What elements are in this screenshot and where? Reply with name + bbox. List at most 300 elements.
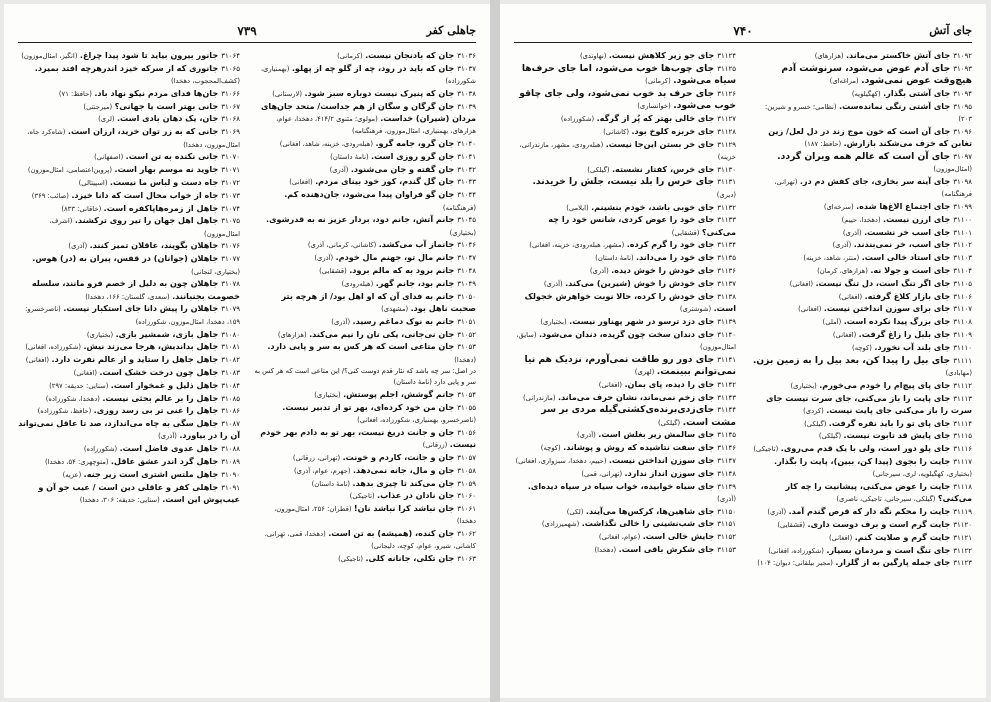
source-citation: (دهخدا، قمی، تهرانی، کاشانی، شیرو، عوام، کوچه، دلیجانی) (264, 530, 476, 551)
proverb-text: جاهلان چون به دلیل از خصم فرو مانند، سلسله خصومت بجنبانند. (31, 278, 240, 301)
source-citation: (تاجیکی) (349, 492, 375, 501)
source-citation: (مراغه‌ای) (829, 77, 859, 86)
proverb-text: جای آشتی رنگی نمانده‌ست. (839, 100, 951, 111)
proverb-text: جای پایش قد تابوت نیست. (843, 430, 951, 441)
entry-number: ۳۱۱۲۳ (953, 559, 972, 568)
proverb-entry (750, 239, 972, 251)
proverb-entry (514, 429, 736, 441)
entry-number: ۳۱۱۴۶ (717, 444, 736, 453)
proverb-text: جان که بادنجان نیست. (365, 50, 455, 60)
proverb-text: جانم مال تو، جهنم مال خودم. (335, 252, 455, 263)
proverb-entry (750, 506, 972, 518)
proverb-text: جان گو فراوان پیدا می‌شود، جان‌دهنده کم. (284, 189, 455, 200)
continuation-text: در اصل: سر چه باشد که نثار قدم دوست کنی؟/ این متاعی است که هر کس به سر و پایی دارد (254, 367, 476, 387)
entry-number: ۳۱۰۹۹ (953, 203, 972, 212)
proverb-entry (514, 404, 736, 429)
proverb-entry (750, 519, 972, 531)
source-citation: (تاجیکی) (338, 555, 364, 564)
source-citation: (بختیاری) (86, 330, 114, 339)
entry-number: ۳۱۰۴۵ (457, 216, 476, 225)
proverb-text: جان نباشد کرا نباشد نان! (353, 503, 455, 514)
source-citation: (بهمنیاری، شکورزاده) (260, 64, 476, 86)
source-citation: (شکورزاده) (83, 445, 118, 454)
columns (514, 50, 972, 692)
source-citation: (شاه‌کرد جاه، امثال‌موزون، دهخدا) (27, 128, 240, 149)
entry-number: ۳۱۰۳۸ (457, 89, 476, 98)
entry-number: ۳۱۰۷۲ (221, 178, 240, 187)
proverb-text: جای استاد خالی است. (861, 252, 951, 263)
entry-number: ۳۱۰۷۱ (221, 166, 240, 175)
proverb-entry (514, 291, 736, 316)
proverb-entry (750, 456, 972, 481)
column-right (750, 50, 972, 692)
proverb-entry (514, 481, 736, 506)
proverb-text: جایت گرم است و برف دوست داری. (807, 518, 951, 529)
entry-number: ۳۱۰۹۶ (953, 127, 972, 136)
source-citation: (خاقانی: ۸۳۳) (61, 204, 102, 213)
proverb-entry (514, 506, 736, 518)
source-citation: (اشرف، امثال‌موزون) (49, 217, 240, 238)
proverb-entry (254, 214, 476, 239)
entry-number: ۳۱۰۵۸ (457, 466, 476, 475)
source-citation: (بختیاری) (314, 390, 341, 399)
proverb-entry (18, 278, 240, 303)
column-left (18, 50, 240, 692)
source-citation: (اصفهانی) (94, 153, 124, 162)
proverb-text: جای است و جولا نه. (870, 265, 951, 276)
proverb-entry (514, 379, 736, 391)
entry-number: ۳۱۱۱۵ (953, 432, 972, 441)
proverb-text: جانم بود، جانم گهر. (375, 277, 455, 288)
entry-number: ۳۱۰۶۹ (221, 128, 240, 137)
source-citation: (افغانی) (832, 331, 857, 340)
proverb-text: جاهل ملتس اشتری است زیر جنه. (83, 468, 219, 479)
proverb-text: جاهلی کفر و عاقلی دین است / عیب جو آن و عیب‌پوش این است. (38, 481, 240, 504)
entry-number: ۳۱۱۵۰ (717, 507, 736, 516)
proverb-text: جایت را عوض می‌کنی، پیشانیت را چه کار می‌کنی؟ (785, 481, 972, 504)
proverb-entry (254, 528, 476, 553)
source-citation: (شکورزاده، افغانی) (25, 343, 82, 352)
entry-number: ۳۱۰۴۷ (457, 254, 476, 263)
source-citation: (تاجیکی) (753, 445, 779, 454)
proverb-text: جاهل سگی به چاه می‌اندازد، صد تا عاقل نمی‌تواند آن را در بیاورد. (18, 418, 240, 441)
proverb-text: جای خود را عوض کردی، شانس خود را چه می‌کنی؟ (548, 214, 736, 237)
proverb-text: جان گل گندم، کور خود بینای مردم. (315, 176, 455, 187)
proverb-text: جای دندان سخت چون گزیده، دندان می‌شود. (538, 328, 715, 339)
proverb-text: جای برای سوزن انداختن نیست. (823, 303, 951, 314)
proverb-entry (254, 389, 476, 401)
proverb-entry (514, 252, 736, 264)
entry-number: ۳۱۱۵۱ (717, 520, 736, 529)
entry-number: ۳۱۱۱۰ (953, 343, 972, 352)
proverb-entry (514, 176, 736, 201)
proverb-entry (254, 164, 476, 176)
source-citation: (هزارهای، کرمان) (817, 267, 868, 276)
source-citation: (دهخدا، حییم) (841, 215, 881, 224)
entry-number: ۳۱۰۸۸ (221, 445, 240, 454)
proverb-text: جای خود را گرم کرده. (626, 239, 715, 250)
proverb-entry (18, 341, 240, 353)
proverb-text: جای آینه سر بخاری، جای کفش دم در. (799, 175, 951, 186)
entry-number: ۳۱۰۵۴ (457, 390, 476, 399)
source-citation: (قشقایی) (319, 267, 347, 276)
entry-number: ۳۱۱۴۰ (717, 330, 736, 339)
proverb-text: جان گفته و جان می‌شنود. (350, 163, 455, 174)
proverb-text: جاهل را غنی تر بی رسد روزی. (93, 405, 219, 416)
proverb-entry (514, 214, 736, 239)
proverb-entry (750, 316, 972, 328)
proverb-text: جای خوبی باشد، خودم بنشینم. (591, 201, 715, 212)
proverb-entry (514, 202, 736, 214)
proverb-entry (18, 303, 240, 328)
proverb-entry (750, 481, 972, 506)
proverb-entry (18, 240, 240, 252)
proverb-entry (254, 316, 476, 328)
proverb-entry (18, 215, 240, 240)
entry-number: ۳۱۱۳۲ (717, 203, 736, 212)
entry-number: ۳۱۰۳۶ (457, 52, 476, 60)
proverb-entry (750, 443, 972, 455)
proverb-text: جای خودش را کرده، حالا نوبت خواهرش خجولک است. (524, 290, 736, 313)
entry-number: ۳۱۰۹۵ (953, 102, 972, 111)
proverb-text: جای خرس را بلد نیست، جلش را خریدند. (532, 176, 715, 188)
proverb-entry (750, 342, 972, 354)
source-citation: (امثال‌موزون) (933, 165, 972, 174)
entry-number: ۳۱۰۵۰ (457, 292, 476, 301)
entry-number: ۳۱۰۵۹ (457, 479, 476, 488)
source-citation: (انگیز، امثال‌موزون) (21, 52, 78, 60)
columns (18, 50, 476, 692)
source-citation: (بختیاری، لنجانی) (191, 267, 240, 276)
proverb-entry (750, 265, 972, 277)
source-citation: (نامهٔ داستان) (393, 378, 432, 387)
source-citation: (هزارهای) (277, 330, 307, 339)
source-citation: (افغانی) (789, 279, 814, 288)
entry-number: ۳۱۰۷۶ (221, 242, 240, 251)
entry-number: ۳۱۱۰۴ (953, 267, 972, 276)
entry-number: ۳۱۱۴۹ (717, 482, 736, 491)
source-citation: (آذری) (832, 241, 852, 250)
proverb-entry (514, 455, 736, 467)
proverb-text: جانی بهتر است یا جهانی؟ (114, 100, 219, 111)
proverb-text: جایت گرم و صلایت کنم. (854, 531, 951, 542)
proverb-text: جای چوب‌ها خوب می‌شود، اما جای حرف‌ها سیاه می‌شود. (521, 62, 736, 87)
proverb-entry (18, 190, 240, 202)
entry-number: ۳۱۰۷۳ (221, 191, 240, 200)
proverb-entry (254, 50, 476, 62)
proverb-text: جای آشتی بگذار. (883, 87, 951, 98)
entry-number: ۳۱۰۹۸ (953, 177, 972, 186)
proverb-entry (18, 418, 240, 443)
source-citation: (گیلکی) (804, 419, 827, 428)
entry-number: ۳۱۱۰۶ (953, 292, 972, 301)
source-citation: (مازندرانی) (523, 393, 556, 402)
proverb-entry (18, 456, 240, 468)
proverb-entry (750, 88, 972, 100)
proverb-text: جای سالمش زیر بغلش است. (598, 429, 715, 440)
source-citation: (حافظ: ۷۱) (58, 89, 92, 98)
proverb-text: جای خالی بهتر که پُر از گرگه. (596, 112, 715, 123)
entry-number: ۳۱۱۰۸ (953, 318, 972, 327)
proverb-entry (750, 50, 972, 62)
proverb-entry (18, 380, 240, 392)
entry-number: ۳۱۰۵۷ (457, 453, 476, 462)
page-number: ۷۴۰ (733, 24, 753, 38)
proverb-text: جانماز آب می‌کشد. (378, 239, 455, 250)
proverb-text: جای اسب، خر نمی‌بندند. (853, 239, 951, 250)
entry-number: ۳۱۱۳۵ (717, 254, 736, 263)
source-citation: (قطران: ۲۵۶، امثال‌موزون، دهخدا) (274, 505, 476, 526)
source-citation: (هبله‌رودی، مشهر، مازندرانی، خزینه) (519, 140, 736, 161)
proverb-text: جای ارزن نیست. (883, 213, 951, 224)
proverb-text: جانم گوشش، اجلم پوستش. (343, 388, 455, 399)
entry-number: ۳۱۱۴۳ (717, 393, 736, 402)
source-citation: (هبله‌رودی) (341, 279, 374, 288)
proverb-entry (254, 503, 476, 528)
source-citation: (مجیر بیلقانی: دیوان: ۱۰۴) (757, 559, 833, 568)
source-citation: (جهرم، عوام، آذری) (294, 466, 351, 475)
proverb-text: جای سیاه خوابیده، خواب سیاه در سیاه دیده‌ای. (527, 480, 715, 491)
source-citation: (آذری) (543, 279, 563, 288)
entry-number: ۳۱۱۲۷ (717, 114, 736, 123)
source-citation: (سنایی: حدیقه: ۲۹۷) (49, 381, 109, 390)
source-citation: (آذری) (314, 254, 334, 263)
source-citation: (نهاوندی) (579, 52, 607, 60)
entry-number: ۳۱۰۵۶ (457, 428, 476, 437)
page-number: ۷۳۹ (237, 24, 257, 38)
entry-number: ۳۱۰۳۹ (457, 102, 476, 111)
proverb-entry (18, 113, 240, 125)
entry-number: ۳۱۰۴۰ (457, 140, 476, 149)
proverb-entry (18, 405, 240, 417)
proverb-entry (514, 265, 736, 277)
proverb-text: جای شکرش باقی است. (618, 544, 715, 555)
source-citation: (کردی) (803, 406, 824, 415)
entry-number: ۳۱۰۵۳ (457, 343, 476, 352)
source-citation: (قشقایی) (777, 520, 806, 529)
proverb-text: جاهل جاهل را ستاید و از عالم نفرت دارد. (51, 354, 219, 365)
proverb-text: جانم برود به که مالم برود. (349, 265, 455, 276)
source-citation: (تهرانی، قمی) (581, 469, 623, 478)
source-citation: (افغانی) (798, 305, 822, 314)
page-header (18, 24, 476, 42)
proverb-entry (750, 278, 972, 290)
entry-number: ۳۱۱۲۶ (717, 89, 736, 98)
entry-number: ۳۱۰۸۰ (221, 330, 240, 339)
source-citation: (گیلکی) (657, 418, 681, 427)
proverb-entry (254, 553, 476, 565)
entry-number: ۳۱۰۸۳ (221, 368, 240, 377)
proverb-text: جای خرس، کفتار نشسته. (611, 163, 715, 174)
source-citation: (آذری) (68, 242, 88, 251)
proverb-entry (750, 430, 972, 442)
entry-number: ۳۱۰۶۰ (457, 492, 476, 501)
entry-number: ۳۱۰۷۰ (221, 153, 240, 162)
source-citation: (شکورزاده، افغانی) (768, 546, 824, 555)
source-citation: (گیلکی) (818, 432, 842, 441)
entry-number: ۳۱۱۲۰ (953, 520, 972, 529)
proverb-text: جاهل چون درخت خشک است. (99, 366, 219, 377)
proverb-text: جای دور رو طاقت نمی‌آورم، نزدیک هم نیا نمی‌توانم ببینمت. (524, 353, 736, 377)
proverb-entry (514, 50, 736, 62)
entry-number: ۳۱۰۴۶ (457, 241, 476, 250)
proverb-entry (750, 252, 972, 264)
entry-number: ۳۱۰۶۵ (221, 64, 240, 73)
entry-number: ۳۱۰۸۶ (221, 407, 240, 416)
proverb-text: جای آتش خاکستر می‌ماند. (845, 50, 951, 60)
proverb-text: جان می‌کند تا چیزی بدهد. (352, 477, 455, 488)
proverb-text: جای تنگ است و مردمان بسیار. (826, 544, 951, 555)
source-citation: (تهرانی، زرقانی) (292, 453, 341, 462)
proverb-entry (18, 63, 240, 88)
entry-number: ۳۱۱۲۲ (953, 546, 972, 555)
entry-number: ۳۱۰۴۴ (457, 191, 476, 200)
source-citation: (کشف‌المحجوب، دهخدا) (170, 77, 240, 86)
entry-number: ۳۱۱۳۳ (717, 216, 736, 225)
proverb-entry (254, 452, 476, 464)
source-citation: (آذری) (767, 508, 787, 517)
source-citation: (لارستانی) (272, 89, 303, 98)
proverb-text: جاه دست و لباس ما نیست. (109, 176, 219, 187)
proverb-entry (18, 329, 240, 341)
proverb-entry (254, 265, 476, 277)
source-citation: (ناصرخسرو، بهمنیاری، شکورزاده، افغانی) (357, 416, 476, 425)
entry-number: ۳۱۱۱۴ (953, 419, 972, 428)
proverb-text: جان نادان در عذاب. (377, 490, 455, 501)
proverb-text: جای دزد ترسو در شهر پهناور نیست. (569, 315, 715, 326)
source-citation: (عزیه) (62, 470, 82, 479)
proverb-text: جای شاهین‌ها، کرکس‌ها می‌آیند. (585, 505, 715, 516)
header-rule (514, 42, 972, 43)
proverb-entry (750, 101, 972, 126)
proverb-entry (254, 101, 476, 138)
entry-number: ۳۱۰۶۸ (221, 115, 240, 124)
entry-number: ۳۱۱۰۷ (953, 305, 972, 314)
proverb-entry (750, 329, 972, 341)
proverb-entry (514, 518, 736, 530)
entry-number: ۳۱۱۲۵ (717, 64, 736, 73)
proverb-text: جاهل از زمره‌ها‌پاکفره است. (103, 202, 219, 213)
proverb-text: جای پای تو را باید نقره گرفت. (828, 417, 951, 428)
source-citation: (میرجنتی) (83, 102, 113, 111)
entry-number: ۳۱۱۰۰ (953, 215, 972, 224)
entry-number: ۳۱۰۸۷ (221, 420, 240, 429)
entry-number: ۳۱۰۵۵ (457, 403, 476, 412)
source-citation: (گیلکی) (587, 165, 610, 174)
proverb-text: جاهلان بگویند، عاقلان تمیز کنند. (89, 240, 219, 251)
proverb-text: جایش خالی است. (642, 531, 715, 542)
entry-number: ۳۱۰۸۴ (221, 381, 240, 390)
source-citation: (بختیاری، کهگیلویه، لری، سیرجانی) (872, 470, 972, 479)
source-citation: (آذری) (331, 317, 351, 326)
proverb-text: جان گرو روزی است. (371, 150, 455, 161)
proverb-entry (254, 138, 476, 150)
entry-number: ۳۱۰۷۵ (221, 217, 240, 226)
proverb-entry (254, 478, 476, 490)
entry-number: ۳۱۱۵۳ (717, 546, 736, 555)
entry-number: ۳۱۰۷۸ (221, 280, 240, 289)
proverb-text: جانور بیرون بیاید تا شود پیدا چراغ. (79, 50, 219, 60)
proverb-text: جای سوزن انداختن نیست. (608, 455, 715, 465)
source-citation: (افغانی) (73, 368, 98, 377)
entry-number: ۳۱۱۱۱ (953, 356, 972, 365)
proverb-text: جای پایت را باز می‌کنی، جای سرت نیست جای سرت را باز می‌کنی جای پایت نیست. (766, 392, 972, 415)
entry-number: ۳۱۱۴۱ (717, 355, 736, 364)
proverb-entry (750, 176, 972, 201)
entry-number: ۳۱۰۵۱ (457, 317, 476, 326)
source-citation: (کوچه) (540, 444, 561, 453)
proverb-text: جای زخم نمی‌ماند، نشان حرف می‌ماند. (557, 391, 715, 402)
proverb-text: جای سفت نتاشیده که روش و پوشاند. (563, 442, 715, 453)
entry-number: ۳۱۱۳۹ (717, 317, 736, 326)
proverb-entry (18, 101, 240, 113)
source-citation: (هبله‌رودی، خزینه، شاهد، افغانی) (279, 140, 374, 149)
source-citation: (هزارهای) (814, 52, 844, 60)
source-citation: (شهمیرزادی) (541, 520, 580, 529)
proverb-text: جان‌ها فدای مردم نیکو نهاد باد. (94, 87, 219, 98)
proverb-entry (18, 469, 240, 481)
proverb-text: جای سوزن انداز ندارد. (624, 467, 715, 478)
entry-number: ۳۱۱۲۹ (717, 140, 736, 149)
proverb-entry (514, 164, 736, 176)
source-citation: (سعدی، گلستان: ۱۶۶، دهخدا) (85, 292, 170, 301)
source-citation: (کاشانی، کرمانی، آذری) (307, 241, 377, 250)
proverb-entry (750, 545, 972, 557)
source-citation: (منوچهری: ۵۴، دهخدا) (45, 458, 109, 466)
proverb-text: جاهل عدوی فاضل است. (119, 443, 219, 454)
entry-number: ۳۱۰۹۷ (953, 152, 972, 161)
entry-number: ۳۱۱۲۱ (953, 533, 972, 542)
source-citation: (لهری) (634, 367, 655, 376)
proverb-text: جای خودش را خوش دیده. (611, 265, 715, 276)
entry-number: ۳۱۰۶۴ (221, 52, 240, 60)
entry-number: ۳۱۱۳۶ (717, 267, 736, 276)
proverb-entry (750, 227, 972, 239)
proverb-entry (254, 252, 476, 264)
proverb-text: جای آن است که عالم همه ویران گردد. (777, 150, 951, 162)
proverb-text: جان و جانت دریغ نیست، بهر تو به دادم بهر خودم نیست. (260, 426, 476, 450)
entry-number: ۳۱۱۲۸ (717, 127, 736, 136)
proverb-text: جان متاعی است که هر کس به سر و پایی دارد. (267, 341, 455, 352)
source-citation: (افغانی) (828, 533, 853, 542)
proverb-entry (750, 303, 972, 315)
source-citation: (کوچه) (852, 343, 872, 352)
proverb-text: جان و مال، جانه نمی‌دهد. (352, 464, 455, 475)
proverb-entry (18, 482, 240, 507)
source-citation: (افغانی) (25, 356, 50, 365)
proverb-text: جاهل را بر عالم بحثی نیست. (102, 392, 219, 403)
source-citation: (زرقانی) (422, 441, 448, 450)
entry-number: ۳۱۱۰۲ (953, 241, 972, 250)
entry-number: ۳۱۱۳۴ (717, 241, 736, 250)
source-citation: (آذری) (158, 432, 177, 441)
source-citation: (کهگیلویه) (851, 89, 881, 98)
proverb-entry (750, 557, 972, 569)
proverb-text: جانم آتش، جانم دود، بردار عزیز نه به قدرشوی. (266, 214, 455, 225)
proverb-entry (514, 544, 736, 556)
proverb-text: جایت را محکم نگه دار که قرص گندم آمد. (788, 506, 951, 517)
book-gutter (490, 0, 500, 702)
proverb-text: جای جمله پارگین به از گلزار. (835, 557, 951, 568)
proverb-entry (514, 126, 736, 138)
proverb-entry (254, 490, 476, 502)
source-citation: (شکورزاده) (560, 114, 595, 123)
proverb-entry (254, 341, 476, 366)
source-citation: (مشهدی) (381, 304, 409, 313)
proverb-text: جای پای پیچ‌ام را خودم می‌خورم. (819, 379, 951, 390)
entry-continuation (254, 366, 476, 388)
source-citation: (آذری) (589, 267, 609, 276)
